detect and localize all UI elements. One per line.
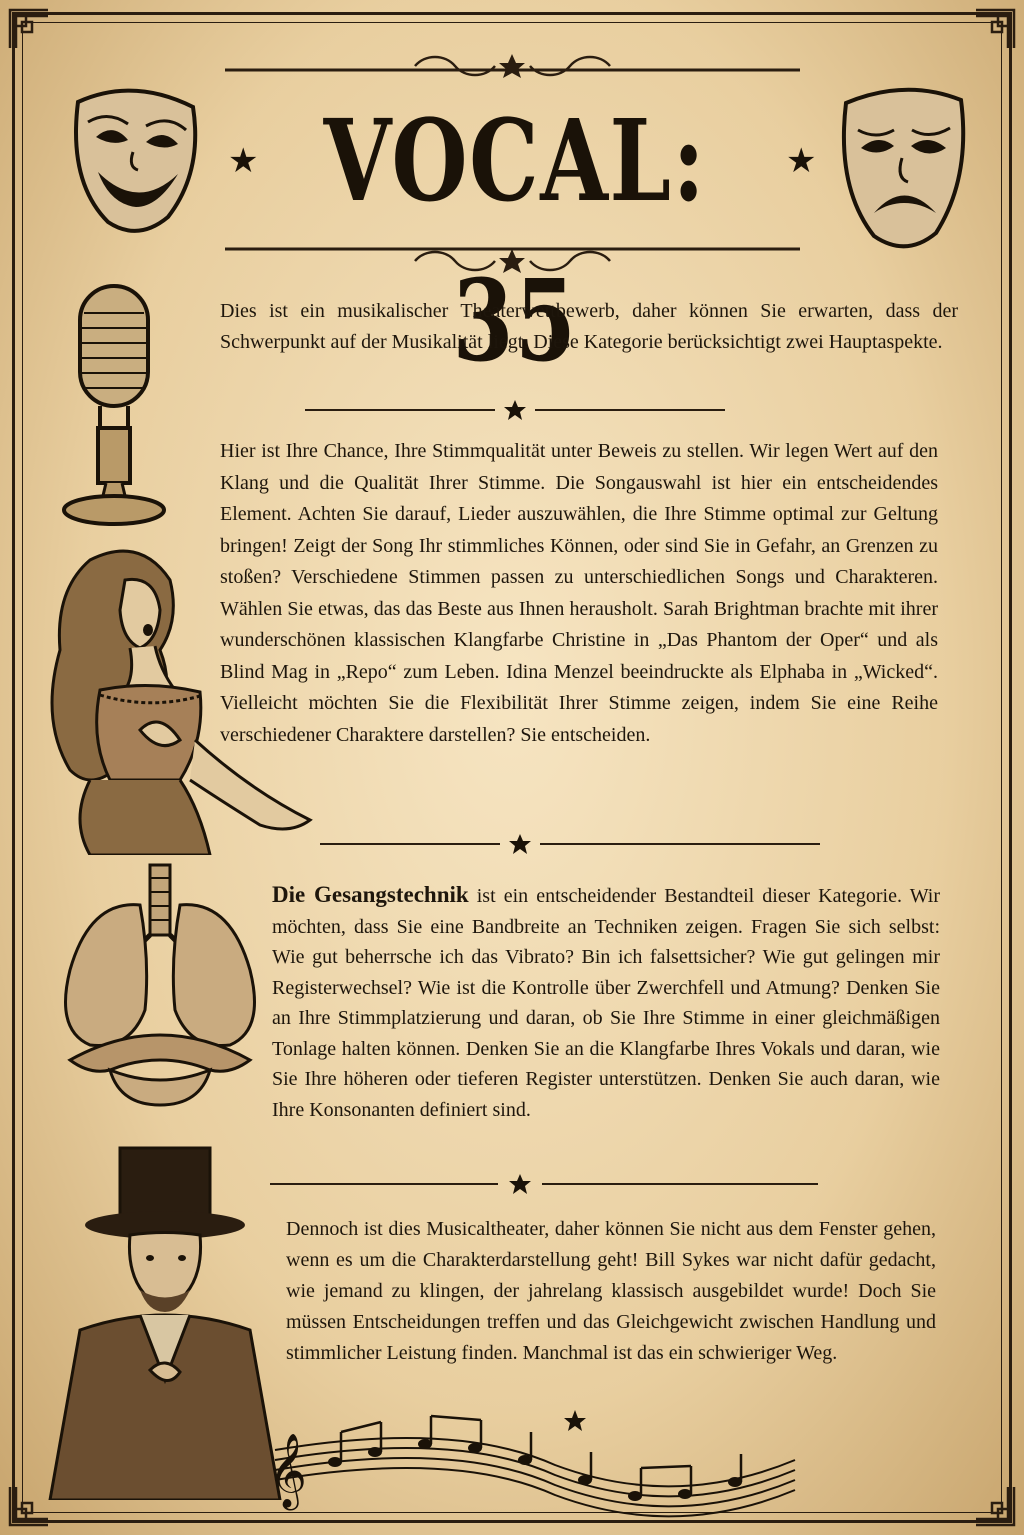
technique-body: ist ein entscheidender Bestandteil dieser Kategorie. Wir möchten, dass Sie eine Bandbreite an Techniken zeigen. Fragen Sie sich selbst: Wie gut beherrsche ich das Vibrato? Bin ich falsettsicher? Wie gut gelingen mir Registerwechsel? Wie ist die Kontrolle über Zwerchfell und Atmung? Denken Sie an Ihre Stimmplatzierung und daran, ob Sie Ihre Stimme in einer gleichmäßigen Tonlage halten können. Denken Sie an die Klangfarbe Ihres Vokals und daran, wie Sie Ihre höheren oder tieferen Register unterstützen. Denken Sie auch daran, wie Ihre Konsonanten definiert sind. [272,885,940,1121]
page-title: VOCAL: 35 [323,96,707,387]
tragedy-mask-icon [826,78,976,258]
title-star-left-icon: ★ [228,143,259,180]
technique-paragraph [272,880,940,1125]
star-divider-icon [270,1172,818,1196]
music-staff-icon [255,1410,815,1520]
star-divider-icon [320,832,820,856]
technique-lead: Die Gesangstechnik [272,882,469,907]
intro-paragraph: Dies ist ein musikalischer Theaterwettbewerb, daher können Sie erwarten, dass der Schwerpunkt auf der Musikalität liegt. Diese Kategorie berücksichtigt zwei Hauptaspekte. [220,300,958,353]
title-star-right-icon: ★ [786,143,817,180]
lungs-icon [50,860,270,1110]
comedy-mask-icon [58,82,208,240]
voice-quality-paragraph: Hier ist Ihre Chance, Ihre Stimmqualität unter Beweis zu stellen. Wir legen Wert auf den Klang und die Qualität Ihrer Stimme. Die Songauswahl ist hier ein entscheidendes Element. Achten Sie darauf, Lieder auszuwählen, die Ihre Stimme optimal zur Geltung bringen! Zeigt der Song Ihr stimmliches Können, oder sind Sie in Gefahr, an Grenzen zu stoßen? Verschiedene Stimmen passen zu unterschiedlichen Songs und Charakteren. Wählen Sie etwas, das das Beste aus Ihnen herausholt. Sarah Brightman brachte mit ihrer wunderschönen klassischen Klangfarbe Christine in „Das Phantom der Oper“ und als Blind Mag in „Repo“ zum Leben. Idina Menzel beeindruckte als Elphaba in „Wicked“. Vielleicht möchten Sie die Flexibilität Ihrer Stimme zeigen, indem Sie eine Reihe verschiedener Charaktere darstellen? Sie entscheiden. [220,440,938,746]
microphone-icon [60,278,170,530]
title-top-rule [225,52,800,82]
top-hat-man-icon [40,1140,290,1500]
corner-ornament-icon [972,6,1018,52]
svg-text:𝄞: 𝄞 [269,1434,307,1508]
corner-ornament-icon [6,6,52,52]
corner-ornament-icon [972,1483,1018,1529]
character-paragraph: Dennoch ist dies Musicaltheater, daher können Sie nicht aus dem Fenster gehen, wenn es um die Charakterdarstellung geht! Bill Sykes war nicht dafür gedacht, wie jemand zu klingen, der jahrelang klassisch ausgebildet wurde! Doch Sie müssen Entscheidungen treffen und das Gleichgewicht zwischen Handlung und stimmlicher Leistung finden. Manchmal ist das ein schwieriger Weg. [286,1218,936,1364]
star-divider-icon [305,398,725,422]
